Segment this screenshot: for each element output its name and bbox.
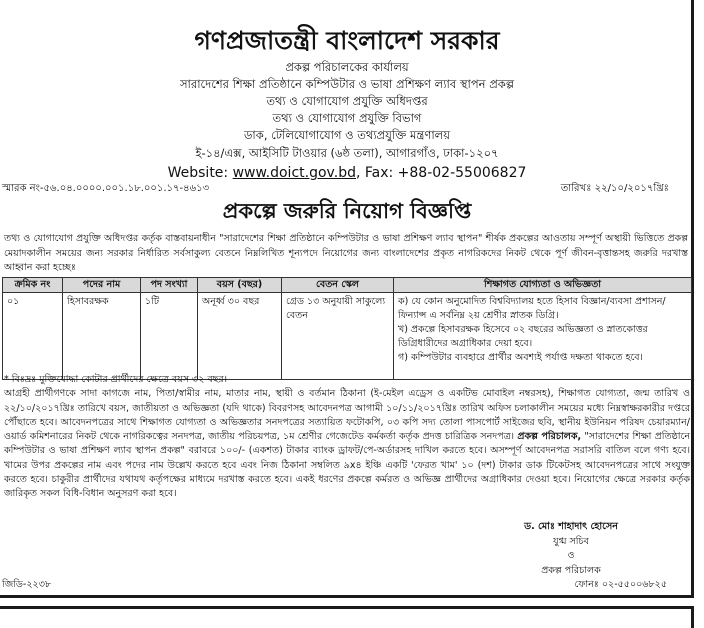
instructions-paragraph [4,387,690,501]
signatory-phone: ফোনঃ ০২-৫৫০০৬৮২৫ [574,579,667,590]
fax-text: , Fax: +88-02-55006827 [355,165,527,181]
ministry-line: ডাক, টেলিযোগাযোগ ও তথ্যপ্রযুক্তি মন্ত্রণালয় [243,128,451,142]
vacancy-table [2,277,692,380]
department-line: তথ্য ও যোগাযোগ প্রযুক্তি অধিদপ্তর [266,94,428,108]
signatory-role: প্রকল্প পরিচালক [541,564,601,576]
instructions-part-2: "সারাদেশের শিক্ষা প্রতিষ্ঠানে কম্পিউটার ও ভাষা প্রশিক্ষণ ল্যাব স্থাপন প্রকল্প" বরাবরে ১০০/- (একশত) টাকার ব্যাংক ড্রাফট/পে-অর্ডারসহ দাখিল করতে হবে। অসম্পূর্ণ আবেদনপত্র সরাসরি বাতিল বলে গণ্য হবে। খামের উপর প্রকল্পের নাম এবং পদের নাম উল্লেখ করতে হবে এবং নিজ ঠিকানা সম্বলিত ৯x৪ ইঞ্চি একটি 'ফেরত খাম' ১০ (দশ) টাকার ডাক টিকেটসহ আবেদনপত্রের সাথে সংযুক্ত করতে হবে। চাকুরীর প্রার্থীদের যথাযথ কর্তৃপক্ষের মাধ্যমে দরখাস্ত করতে হবে। একই ধরণের প্রকল্পে কর্মরত ও অভিজ্ঞ প্রার্থীদের অগ্রাধিকার দেওয়া হবে। নিয়োগের ক্ষেত্রে সরকার কর্তৃক জারিকৃত সকল বিধি-বিধান অনুসরণ করা হবে। [4,431,690,500]
table-row [3,293,692,380]
signatory-and: ও [567,550,575,561]
website-fax-line [0,164,694,182]
division-line: তথ্য ও যোগাযোগ প্রযুক্তি বিভাগ [272,111,422,125]
header-qualification: শিক্ষাগত যোগ্যতা ও অভিজ্ঞতা [394,278,692,293]
notice-date: তারিখঃ ২২/১০/২০১৭খ্রিঃ [560,183,669,194]
header-count: পদ সংখ্যা [141,278,198,293]
table-header-row [3,278,692,293]
cell-serial: ০১ [3,293,63,380]
website-label: Website: [167,165,233,181]
qualification-b: খ) প্রকল্পে হিসাবরক্ষক হিসেবে ০২ বছরের অভিজ্ঞতা ও স্নাতকোত্তর ডিগ্রিধারীদের অগ্রাধিকার দেয়া হবে। [398,324,648,349]
cell-salary: গ্রেড ১৩ অনুযায়ী সাকুল্যে বেতন [282,293,394,380]
age-note: * বিঃদ্রঃ মুক্তিযোদ্ধা কোটার প্রার্থীদের ক্ষেত্রে বয়স ৩২ বছর। [4,374,228,385]
header-salary: বেতন স্কেল [282,278,394,293]
notice-headline: প্রকল্পে জরুরি নিয়োগ বিজ্ঞপ্তি [222,199,472,223]
address-line: ই-১৪/এক্স, আইসিটি টাওয়ার (৬ষ্ঠ তলা), আগারগাঁও, ঢাকা-১২০৭ [195,146,499,160]
instructions-part-1: আগ্রহী প্রার্থীগণকে সাদা কাগজে নাম, পিতা/স্বামীর নাম, মাতার নাম, স্থায়ী ও বর্তমান ঠিকানা (ই-মেইল এড্রেস ও একটিভ মোবাইল নম্বরসহ), শিক্ষাগত যোগ্যতা, জন্ম তারিখ ও ২২/১০/২০১৭খ্রিঃ তারিখে বয়স, জাতীয়তা ও অভিজ্ঞতা (যদি থাকে) বিবরণসহ আবেদনপত্র আগামী ১০/১১/২০১৭খ্রিঃ তারিখ অফিস চলাকালীন সময়ের মধ্যে নিম্নস্বাক্ষরকারীর দপ্তরে পৌঁছাতে হবে। আবেদনপত্রের সাথে শিক্ষাগত যোগ্যতা ও অভিজ্ঞতার সনদপত্রের সত্যায়িত ফটোকপি, ০৩ কপি সদ্য তোলা পাসপোর্ট সাইজের ছবি, স্থানীয় ইউনিয়ন পরিষদ চেয়ারম্যান/ওয়ার্ড কমিশনারের নিকট থেকে নাগরিকত্বের সনদপত্র, জাতীয় পরিচয়পত্র, ১ম শ্রেণীর গেজেটেড কর্মকর্তা কর্তৃক প্রদত্ত চারিত্রিক সনদপত্র। [4,388,690,443]
gd-number: জিডি-২২৩৮ [2,579,52,590]
intro-paragraph: তথ্য ও যোগাযোগ প্রযুক্তি অধিদপ্তর কর্তৃক বাস্তবায়নাধীন "সারাদেশের শিক্ষা প্রতিষ্ঠানে কম্পিউটার ও ভাষা প্রশিক্ষণ ল্যাব স্থাপন" শীর্ষক প্রকল্পের আওতায় সম্পূর্ণ অস্থায়ী ভিত্তিতে প্রকল্প মেয়াদকালীন সময়ের জন্য সরকার নির্ধারিত সর্বসাকুল্য বেতনে নিম্নলিখিত শূন্যপদে নিয়োগের জন্য বাংলাদেশের প্রকৃত নাগরিকদের নিকট থেকে পূর্ণ জীবন-বৃত্তান্তসহ জরুরি দরখাস্ত আহ্বান করা হচ্ছেঃ [4,233,688,273]
signatory-name: ড. মোঃ শাহাদাৎ হোসেন [524,521,618,532]
header-age: বয়স (বছর) [198,278,282,293]
qualification-c: গ) কম্পিউটার ব্যবহারে প্রার্থীর অবশ্যই পর্যাপ্ত দক্ষতা থাকতে হবে। [398,352,643,363]
instructions-bold: প্রকল্প পরিচালক, [517,431,582,443]
qualification-a: ক) যে কোন অনুমোদিত বিশ্ববিদ্যালয় হতে হিসাব বিজ্ঞান/ব্যবসা প্রশাসন/ফিন্যান্স এ সর্বনিম্ন ২য় শ্রেণীর স্নাতক ডিগ্রি। [398,296,666,321]
website-link[interactable]: www.doict.gov.bd [232,165,356,181]
cell-post: হিসাবরক্ষক [63,293,141,380]
signature-block [481,520,661,578]
cell-qualification [394,293,692,380]
cell-count: ১টি [141,293,198,380]
header-serial: ক্রমিক নং [3,278,63,293]
next-notice-frame [0,606,694,628]
header-post: পদের নাম [63,278,141,293]
project-line: সারাদেশের শিক্ষা প্রতিষ্ঠানে কম্পিউটার ও ভাষা প্রশিক্ষণ ল্যাব স্থাপন প্রকল্প [179,77,515,91]
instructions-block [4,373,690,502]
signatory-title: যুগ্ম সচিব [553,535,589,547]
government-title: গণপ্রজাতন্ত্রী বাংলাদেশ সরকার [194,26,500,55]
office-line: প্রকল্প পরিচালকের কার্যালয় [285,60,409,74]
memo-number: স্মারক নং-৫৬.০৪.০০০০.০০১.১৮.০০১.১৭-৪৬১৩ [2,183,210,194]
cell-age: অনূর্ধ্ব ৩০ বছর [198,293,282,380]
